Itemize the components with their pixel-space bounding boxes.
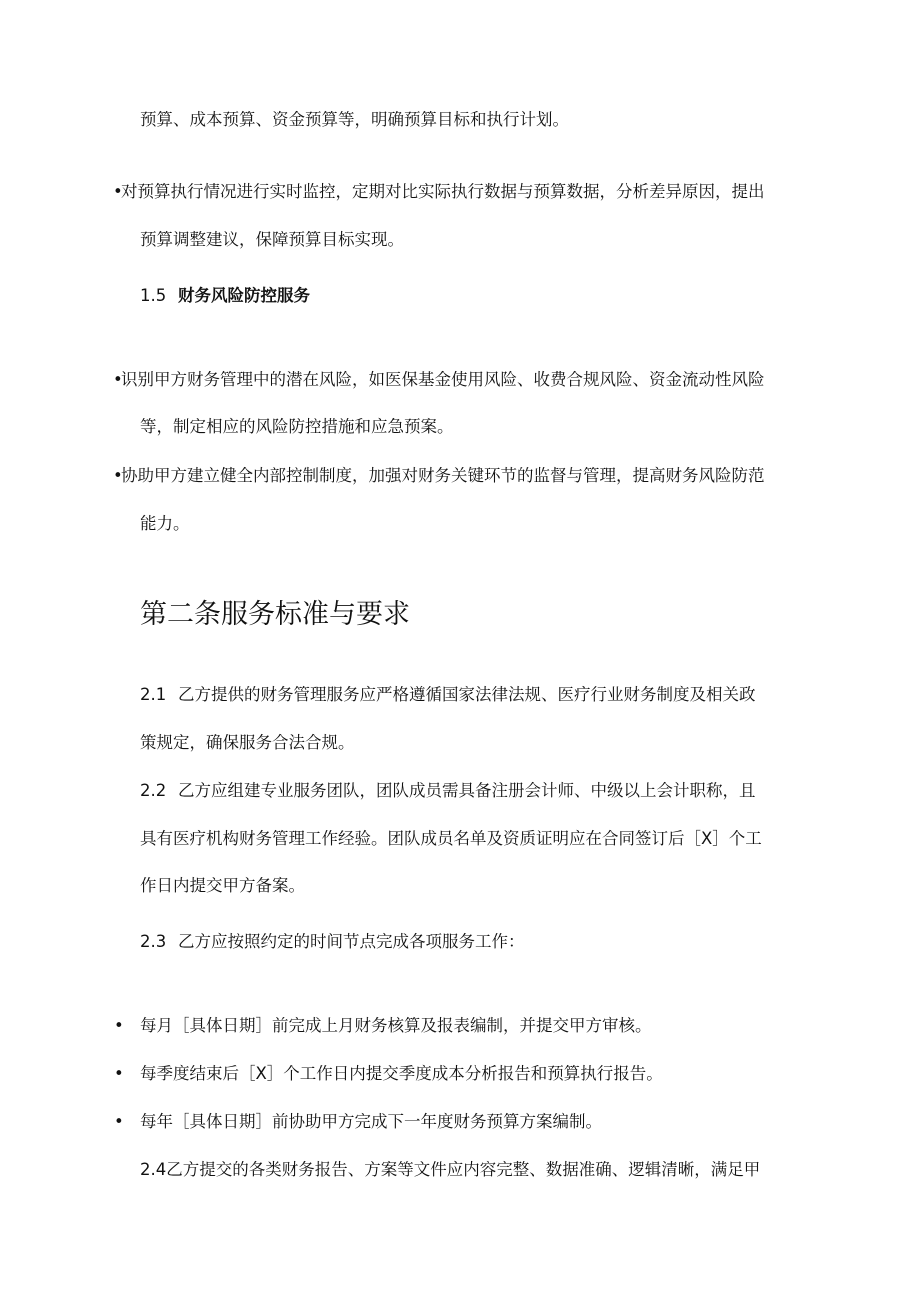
- section-number: 1.5: [140, 286, 167, 305]
- bullet-icon: •: [113, 370, 123, 389]
- clause-number: 2.2: [140, 781, 167, 800]
- bullet-item-line: 识别甲方财务管理中的潜在风险，如医保基金使用风险、收费合规风险、资金流动性风险: [121, 370, 765, 389]
- clause-text-line: 作日内提交甲方备案。: [140, 876, 305, 895]
- bullet-item-line: 对预算执行情况进行实时监控，定期对比实际执行数据与预算数据，分析差异原因，提出: [121, 182, 765, 201]
- list-item: 每月［具体日期］前完成上月财务核算及报表编制，并提交甲方审核。: [140, 1016, 652, 1035]
- clause-2-4-line: 2.4乙方提交的各类财务报告、方案等文件应内容完整、数据准确、逻辑清晰，满足甲: [140, 1160, 761, 1179]
- bullet-icon: •: [114, 1112, 124, 1131]
- list-item: 每季度结束后［X］个工作日内提交季度成本分析报告和预算执行报告。: [140, 1064, 663, 1083]
- list-item: 每年［具体日期］前协助甲方完成下一年度财务预算方案编制。: [140, 1112, 602, 1131]
- clause-text-line: 具有医疗机构财务管理工作经验。团队成员名单及资质证明应在合同签订后［X］个工: [140, 829, 762, 848]
- paragraph-line: 预算、成本预算、资金预算等，明确预算目标和执行计划。: [140, 110, 569, 129]
- clause-text: 乙方提供的财务管理服务应严格遵循国家法律法规、医疗行业财务制度及相关政: [178, 685, 756, 704]
- bullet-icon: •: [114, 1064, 124, 1083]
- clause-2-1-line: [140, 683, 756, 707]
- bullet-item-line: 能力。: [140, 514, 190, 533]
- bullet-icon: •: [114, 1016, 124, 1035]
- clause-number: 2.1: [140, 685, 167, 704]
- section-title: 财务风险防控服务: [178, 286, 310, 305]
- clause-number: 2.3: [140, 932, 167, 951]
- clause-2-2-line: [140, 779, 756, 803]
- bullet-icon: •: [113, 466, 123, 485]
- clause-text-line: 策规定，确保服务合法合规。: [140, 733, 355, 752]
- clause-text: 乙方应组建专业服务团队，团队成员需具备注册会计师、中级以上会计职称，且: [178, 781, 756, 800]
- section-heading-1-5: [140, 284, 310, 308]
- bullet-icon: •: [113, 182, 123, 201]
- bullet-item-line: 协助甲方建立健全内部控制制度，加强对财务关键环节的监督与管理，提高财务风险防范: [121, 466, 765, 485]
- article-heading: 第二条服务标准与要求: [140, 599, 410, 630]
- bullet-item-line: 预算调整建议，保障预算目标实现。: [140, 230, 404, 249]
- clause-text: 乙方应按照约定的时间节点完成各项服务工作：: [178, 932, 525, 951]
- clause-2-3-line: [140, 930, 525, 954]
- bullet-item-line: 等，制定相应的风险防控措施和应急预案。: [140, 417, 454, 436]
